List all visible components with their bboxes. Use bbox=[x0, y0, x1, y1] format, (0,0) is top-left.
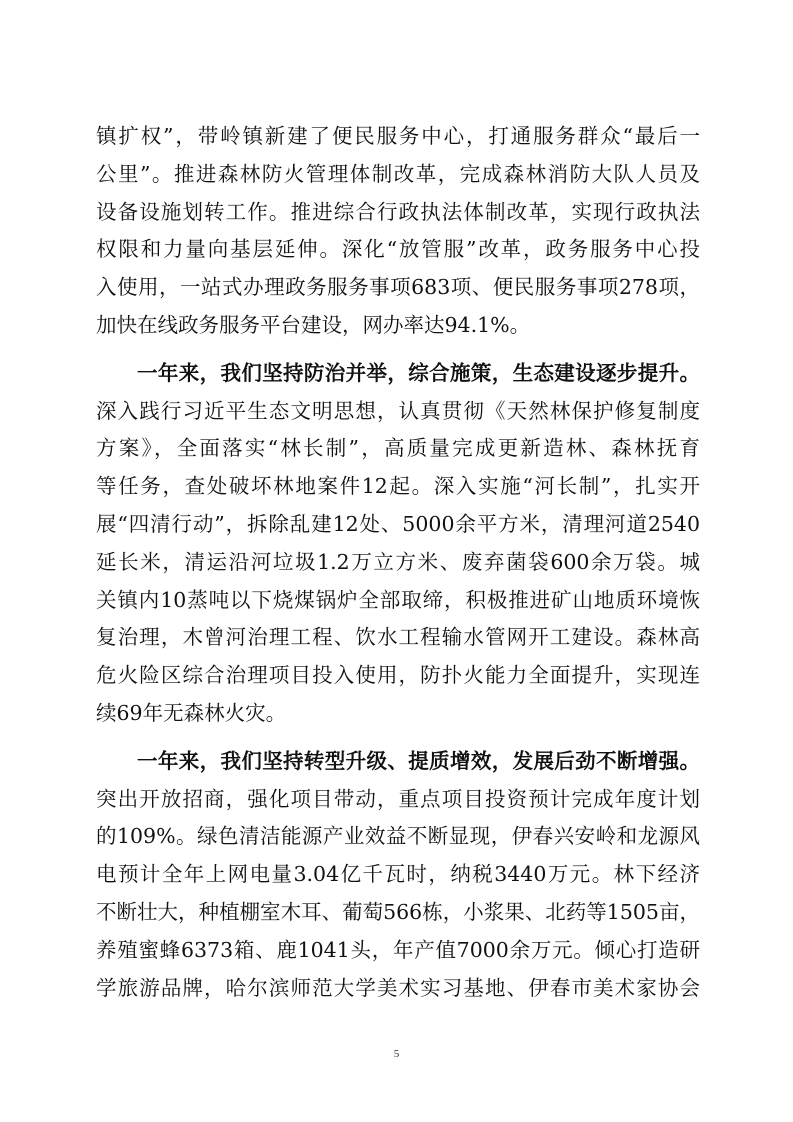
paragraph-heading: 一年来，我们坚持防治并举，综合施策，生态建设逐步提升。 bbox=[137, 360, 700, 385]
text-line: 加快在线政务服务平台建设，网办率达94.1%。 bbox=[96, 312, 531, 337]
page-number: 5 bbox=[393, 1048, 400, 1060]
text-line: 突出开放招商，强化项目带动，重点项目投资预计完成年度计划 bbox=[96, 786, 700, 811]
text-line: 等任务，查处破坏林地案件12起。深入实施“河长制”，扎实开 bbox=[96, 474, 700, 499]
text-line: 养殖蜜蜂6373箱、鹿1041头，年产值7000余万元。倾心打造研 bbox=[96, 937, 700, 962]
text-line: 电预计全年上网电量3.04亿千瓦时，纳税3440万元。林下经济 bbox=[96, 862, 700, 887]
paragraph-2 bbox=[96, 355, 700, 733]
text-line: 学旅游品牌，哈尔滨师范大学美术实习基地、伊春市美术家协会 bbox=[96, 975, 700, 1000]
text-line: 设备设施划转工作。推进综合行政执法体制改革，实现行政执法 bbox=[96, 199, 700, 224]
text-line: 的109%。绿色清洁能源产业效益不断显现，伊春兴安岭和龙源风 bbox=[96, 824, 700, 849]
text-line: 镇扩权”，带岭镇新建了便民服务中心，打通服务群众“最后一 bbox=[96, 124, 700, 148]
text-line: 入使用，一站式办理政务服务事项683项、便民服务事项278项， bbox=[96, 275, 700, 300]
paragraph-1 bbox=[96, 118, 700, 345]
text-line: 延长米，清运沿河垃圾1.2万立方米、废弃菌袋600余万袋。城 bbox=[96, 549, 700, 574]
text-line: 权限和力量向基层延伸。深化“放管服”改革，政务服务中心投 bbox=[96, 237, 700, 262]
text-line: 复治理，木曾河治理工程、饮水工程输水管网开工建设。森林高 bbox=[96, 625, 700, 650]
body-text bbox=[96, 118, 700, 1007]
text-line: 危火险区综合治理项目投入使用，防扑火能力全面提升，实现连 bbox=[96, 663, 700, 688]
text-line: 深入践行习近平生态文明思想，认真贯彻《天然林保护修复制度 bbox=[96, 398, 700, 423]
text-line: 续69年无森林火灾。 bbox=[96, 700, 287, 725]
text-line: 展“四清行动”，拆除乱建12处、5000余平方米，清理河道2540 bbox=[96, 511, 700, 536]
text-line: 公里”。推进森林防火管理体制改革，完成森林消防大队人员及 bbox=[96, 161, 700, 186]
paragraph-heading: 一年来，我们坚持转型升级、提质增效，发展后劲不断增强。 bbox=[137, 748, 700, 773]
text-line: 关镇内10蒸吨以下烧煤锅炉全部取缔，积极推进矿山地质环境恢 bbox=[96, 587, 700, 612]
text-line: 方案》，全面落实“林长制”，高质量完成更新造林、森林抚育 bbox=[96, 436, 700, 461]
paragraph-3 bbox=[96, 743, 700, 1008]
text-line: 不断壮大，种植棚室木耳、葡萄566栋，小浆果、北药等1505亩， bbox=[96, 899, 700, 924]
